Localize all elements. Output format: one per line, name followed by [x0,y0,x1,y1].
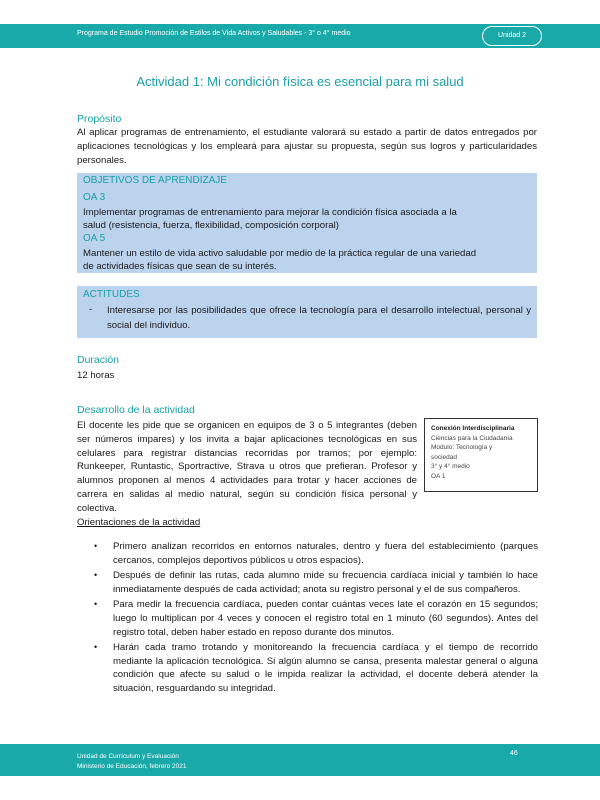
bullet-icon: • [94,541,98,551]
development-heading: Desarrollo de la actividad [77,404,195,416]
connection-line-2: Modulo: Tecnología y [431,444,493,451]
attitudes-box [77,286,537,338]
connection-line-3: sociedad [431,453,458,461]
bullet-icon: • [94,599,98,610]
footer-unit: Unidad de Currículum y Evaluación [77,753,179,760]
connection-line-4: 3° y 4° medio [431,463,470,470]
list-item: • Harán cada tramo trotando y monitoreando la frecuencia cardíaca y el tiempo de recorrido mediante la aplicación tecnológica. Si algún alumno se cansa, presenta malestar general o alguna condición que afecte su salud o le impida realizar la actividad, el docente deberá atender la situación, resguardando su integridad. [94,642,538,694]
footer-ministry: Ministerio de Educación, febrero 2021 [77,763,187,770]
objectives-box [77,173,537,273]
bullet-icon: • [94,570,98,581]
objectives-heading: OBJETIVOS DE APRENDIZAJE [83,175,227,186]
oa3-line-1: Implementar programas de entrenamiento para mejorar la condición física asociada a la [83,207,457,218]
attitudes-heading: ACTITUDES [83,289,140,300]
list-item: • Para medir la frecuencia cardíaca, pueden contar cuántas veces late el corazón en 15 segundos; luego lo multiplican por 4 veces y conocen el registro total en 1 minuto (60 segundos). Antes del registro total, deben haber estado en reposo durante dos minutos. [94,599,538,638]
oa3-label: OA 3 [83,192,106,203]
connection-title: Conexión Interdisciplinaria [431,425,515,432]
attitude-dash: - [89,304,93,315]
oa5-line-2: de actividades físicas que sean de su interés. [83,261,277,272]
unit-badge: Unidad 2 [482,26,542,46]
footer-bar [0,744,600,776]
development-text: El docente les pide que se organicen en equipos de 3 o 5 integrantes (deben ser números impares) y los invita a bajar aplicaciones tecnológicas en sus celulares para registrar distancias recorridas por tramos; por ejemplo: Runkeeper, Runtastic, Sportractive, Strava u otros que prefieran. Profesor y alumnos proponen al menos 4 actividades para trotar y hacer acciones de carrera en salidas al medio natural, según su condición física personal y colectiva. [77,420,417,514]
interdisciplinary-box [424,418,538,492]
duration-value: 12 horas [77,370,115,381]
page-title: Actividad 1: Mi condición física es esencial para mi salud [136,74,464,89]
oa5-label: OA 5 [83,233,106,244]
connection-line-1: Ciencias para la Ciudadanía [431,434,513,442]
orientations-heading: Orientaciones de la actividad [77,517,201,528]
connection-line-5: OA 1 [431,472,446,480]
duration-heading: Duración [77,354,120,366]
bullet-icon: • [94,642,98,653]
list-item: • Después de definir las rutas, cada alumno mide su frecuencia cardíaca inicial y también lo hace inmediatamente después de cada actividad; anota su registro personal y el de sus compañeros. [94,570,538,595]
attitude-text: Interesarse por las posibilidades que ofrece la tecnología para el desarrollo intelectual, personal y social del individuo. [107,305,531,331]
program-title: Programa de Estudio Promoción de Estilos de Vida Activos y Saludables - 3° o 4° medio [77,30,351,37]
list-item: • Primero analizan recorridos en entornos naturales, dentro y fuera del establecimiento (parques cercanos, complejos deportivos públicos u otros espacios). [94,541,538,566]
purpose-heading: Propósito [77,113,122,125]
purpose-text: Al aplicar programas de entrenamiento, el estudiante valorará su estado a partir de datos entregados por aplicaciones tecnológicas y los empleará para ajustar su propuesta, según sus logros y particularidades personales. [77,127,537,166]
oa5-line-1: Mantener un estilo de vida activo saludable por medio de la práctica regular de una variedad [83,248,477,259]
orientations-list [94,540,538,698]
page-number: 46 [510,750,518,757]
oa3-line-2: salud (resistencia, fuerza, flexibilidad, composición corporal) [83,220,339,231]
